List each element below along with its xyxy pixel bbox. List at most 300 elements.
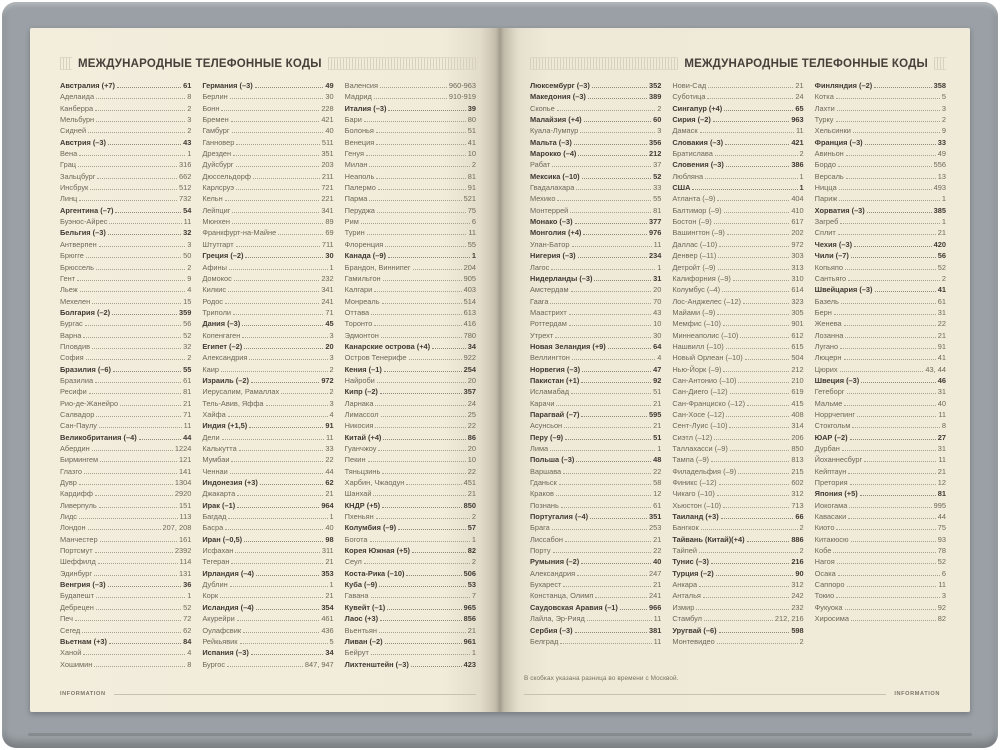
place-name: Карачи	[530, 398, 555, 408]
code-value: 114	[179, 557, 192, 567]
phone-code-row	[345, 488, 476, 499]
code-value: 21	[937, 228, 946, 238]
phone-code-row	[672, 125, 803, 136]
place-name: Канарские острова (+4)	[344, 341, 431, 351]
phone-code-row	[60, 602, 191, 613]
footer-label: INFORMATION	[894, 691, 940, 697]
phone-code-row	[530, 420, 661, 431]
code-value: 5	[941, 92, 946, 102]
dot-leader	[96, 609, 181, 610]
place-name: Фукуока	[814, 602, 843, 612]
dot-leader	[552, 166, 651, 167]
dot-leader	[592, 87, 647, 88]
phone-code-row	[345, 398, 476, 409]
phone-code-row	[60, 352, 191, 363]
dot-leader	[96, 597, 185, 598]
dot-leader	[95, 110, 185, 111]
code-value: 62	[325, 478, 334, 488]
place-name: Египет (–2)	[202, 341, 243, 351]
code-value: 20	[467, 444, 476, 453]
place-name: Сербия (–3)	[530, 625, 573, 635]
dot-leader	[555, 337, 651, 338]
dot-leader	[231, 563, 323, 564]
phone-code-row	[345, 545, 476, 556]
dot-leader	[718, 269, 790, 270]
phone-code-row	[202, 477, 333, 488]
place-name: Македония (–3)	[530, 92, 586, 102]
code-value: 52	[937, 262, 946, 272]
place-name: Корея Южная (+5)	[344, 546, 410, 556]
code-value: 1	[657, 262, 662, 272]
place-name: Инсбрук	[60, 183, 89, 193]
dot-leader	[747, 541, 790, 542]
place-name: Версаль	[814, 171, 844, 181]
dot-leader	[719, 484, 790, 485]
place-name: Иран (–0,5)	[202, 534, 243, 544]
dot-leader	[376, 132, 466, 133]
phone-code-row	[345, 364, 476, 375]
dot-leader	[730, 450, 790, 451]
phone-code-row	[60, 250, 191, 261]
phone-code-row	[672, 613, 803, 624]
code-value: 33	[325, 444, 334, 453]
code-value: 1	[799, 183, 804, 193]
phone-code-row	[60, 103, 191, 114]
code-value: 1	[329, 512, 334, 522]
phone-code-row	[202, 579, 333, 590]
place-name: Харбин, Чжаодун	[344, 478, 405, 488]
phone-code-row	[530, 193, 661, 204]
place-name: Хайфа	[202, 409, 226, 419]
phone-code-row	[672, 579, 803, 590]
phone-code-row	[60, 522, 191, 533]
dot-leader	[747, 405, 789, 406]
place-name: Польша (–3)	[530, 455, 575, 465]
phone-code-row	[345, 182, 476, 193]
dot-leader	[413, 269, 462, 270]
place-name: Йоханнесбург	[814, 455, 863, 465]
time-difference-footnote: В скобках указана разница во времени с Москвой.	[524, 675, 679, 682]
phone-code-row	[60, 454, 191, 465]
code-value: 30	[653, 330, 662, 340]
dot-leader	[368, 461, 466, 462]
place-name: Неаполь	[344, 171, 375, 181]
dot-leader	[717, 314, 789, 315]
dot-leader	[388, 110, 465, 111]
phone-code-row	[345, 647, 476, 658]
dot-leader	[75, 620, 181, 621]
phone-code-row	[672, 602, 803, 613]
phone-code-row	[202, 466, 333, 477]
phone-code-row	[815, 352, 946, 363]
code-value: 2	[799, 523, 804, 533]
phone-code-row	[815, 318, 946, 329]
dot-leader	[243, 632, 319, 633]
phone-code-row	[530, 137, 661, 148]
phone-code-row	[815, 568, 946, 579]
code-value: 1	[329, 580, 334, 590]
dot-leader	[242, 325, 323, 326]
code-value: 93	[937, 534, 946, 544]
place-name: Индонезия (+3)	[202, 478, 258, 488]
dot-leader	[230, 586, 328, 587]
code-value: 55	[467, 239, 476, 249]
code-value: 512	[178, 183, 192, 193]
place-name: Париж	[814, 194, 838, 204]
phone-code-row	[60, 80, 191, 91]
code-value: 9	[187, 273, 192, 283]
phone-code-row	[815, 330, 946, 341]
code-value: 415	[791, 398, 804, 408]
place-name: Норвегия (–3)	[530, 364, 581, 374]
phone-code-row	[672, 568, 803, 579]
code-value: 49	[325, 81, 334, 90]
phone-code-row	[60, 262, 191, 273]
place-name: Претория	[814, 478, 848, 488]
place-name: Финляндия (–2)	[814, 81, 873, 90]
place-name: Басра	[202, 523, 224, 533]
code-value: 303	[791, 251, 804, 261]
place-name: Тунис (–3)	[672, 557, 709, 567]
place-name: Милан	[344, 160, 368, 170]
phone-code-row	[202, 273, 333, 284]
code-value: 21	[183, 398, 192, 408]
dot-leader	[716, 575, 794, 576]
place-name: Ресифи	[60, 387, 87, 397]
code-value: 8	[187, 92, 192, 102]
phone-code-row	[345, 477, 476, 488]
phone-code-row	[60, 239, 191, 250]
phone-code-row	[672, 250, 803, 261]
dot-leader	[278, 234, 323, 235]
code-value: 51	[467, 126, 476, 136]
dot-leader	[699, 586, 789, 587]
dot-leader	[112, 314, 177, 315]
place-name: Печ	[60, 614, 74, 624]
code-value: 598	[791, 625, 804, 635]
dot-leader	[578, 257, 647, 258]
code-value: 80	[467, 115, 476, 125]
code-value: 121	[178, 455, 192, 465]
phone-code-row	[202, 659, 333, 670]
place-name: Дебрецен	[60, 602, 94, 612]
dot-leader	[255, 87, 324, 88]
dot-leader	[738, 473, 789, 474]
dot-leader	[836, 529, 935, 530]
dot-leader	[550, 303, 651, 304]
phone-code-row	[202, 91, 333, 102]
place-name: Ницца	[814, 183, 837, 193]
dot-leader	[366, 155, 466, 156]
dot-leader	[588, 98, 647, 99]
dot-leader	[608, 348, 651, 349]
place-name: Атланта (–9)	[672, 194, 716, 204]
place-name: Мумбаи	[202, 455, 230, 465]
dot-leader	[740, 337, 789, 338]
dot-leader	[375, 427, 465, 428]
place-name: Салвадор	[60, 409, 95, 419]
phone-code-row	[672, 500, 803, 511]
phone-code-row	[202, 171, 333, 182]
place-name: Осака	[814, 568, 836, 578]
dot-leader	[369, 166, 469, 167]
dot-leader	[86, 257, 181, 258]
phone-code-row	[202, 488, 333, 499]
dot-leader	[717, 495, 789, 496]
place-name: Богота	[344, 534, 368, 544]
phone-code-row	[345, 625, 476, 636]
code-value: 6	[471, 217, 476, 227]
phone-code-row	[815, 91, 946, 102]
dot-leader	[374, 98, 447, 99]
dot-leader	[848, 280, 940, 281]
codes-column	[672, 80, 803, 647]
phone-code-row	[815, 466, 946, 477]
phone-code-row	[672, 386, 803, 397]
place-name: Тяньцзинь	[344, 466, 381, 476]
phone-code-row	[202, 239, 333, 250]
code-value: 31	[937, 444, 946, 453]
dot-leader	[92, 450, 173, 451]
phone-code-row	[202, 454, 333, 465]
code-value: 41	[937, 353, 946, 363]
dot-leader	[379, 586, 466, 587]
code-value: 613	[463, 307, 476, 317]
code-value: 32	[183, 228, 192, 238]
code-value: 341	[321, 205, 334, 215]
place-name: Кипр (–2)	[344, 387, 378, 397]
code-value: 81	[183, 387, 192, 397]
code-value: 53	[467, 580, 476, 590]
dot-leader	[850, 439, 936, 440]
code-value: 40	[325, 523, 334, 533]
code-value: 10	[467, 149, 476, 159]
dot-leader	[575, 223, 647, 224]
place-name: Тайпей	[672, 546, 697, 556]
place-name: Лос-Анджелес (–12)	[672, 296, 742, 306]
code-value: 5	[329, 636, 334, 646]
place-name: Бейрут	[344, 648, 369, 658]
phone-code-row	[530, 602, 661, 613]
phone-code-row	[345, 454, 476, 465]
place-name: Кобе	[814, 546, 832, 556]
code-value: 61	[183, 81, 192, 90]
code-value: 11	[938, 409, 946, 419]
dot-leader	[837, 563, 936, 564]
code-value: 78	[937, 546, 946, 556]
code-value: 617	[791, 217, 804, 227]
phone-code-row	[815, 500, 946, 511]
code-value: 51	[653, 432, 662, 442]
dot-leader	[225, 529, 323, 530]
place-name: Куала-Лумпур	[530, 126, 579, 136]
code-value: 1	[941, 217, 946, 227]
code-value: 2	[471, 512, 476, 522]
dot-leader	[109, 223, 181, 224]
place-name: Найроби	[344, 375, 375, 385]
phone-code-row	[672, 375, 803, 386]
code-value: 66	[795, 512, 804, 522]
dot-leader	[584, 121, 651, 122]
phone-code-row	[202, 590, 333, 601]
code-value: 4	[187, 285, 192, 295]
phone-code-row	[202, 522, 333, 533]
dot-leader	[96, 98, 185, 99]
phone-code-row	[815, 227, 946, 238]
phone-code-row	[815, 114, 946, 125]
phone-code-row	[202, 103, 333, 114]
place-name: Гамбург	[202, 126, 230, 136]
code-value: 353	[321, 568, 334, 578]
code-value: 92	[937, 602, 946, 612]
dot-leader	[847, 393, 936, 394]
code-value: 32	[183, 341, 192, 351]
place-name: Мюнхен	[202, 217, 230, 227]
phone-code-row	[815, 409, 946, 420]
phone-code-row	[672, 148, 803, 159]
code-value: 313	[791, 262, 804, 272]
phone-code-row	[345, 250, 476, 261]
dot-leader	[108, 586, 182, 587]
dot-leader	[244, 348, 323, 349]
phone-code-row	[345, 330, 476, 341]
place-name: Швейцария (–3)	[814, 285, 873, 295]
place-name: Сан-Паулу	[60, 421, 97, 431]
place-name: Кения (–1)	[344, 364, 382, 374]
place-name: Эдмонтон	[344, 330, 379, 340]
code-value: 1	[471, 251, 476, 261]
phone-code-row	[60, 534, 191, 545]
dot-leader	[230, 98, 324, 99]
dot-leader	[844, 325, 936, 326]
code-value: 511	[321, 137, 334, 147]
code-value: 421	[321, 115, 334, 125]
phone-code-row	[815, 193, 946, 204]
place-name: Грац	[60, 160, 77, 170]
place-name: Констанца, Олимп	[530, 591, 594, 601]
dot-leader	[406, 484, 461, 485]
place-name: Суботица	[672, 92, 706, 102]
phone-code-row	[530, 477, 661, 488]
place-name: Ларнака	[344, 398, 374, 408]
phone-code-row	[530, 330, 661, 341]
dot-leader	[108, 234, 181, 235]
place-name: Хорватия (–3)	[814, 205, 865, 215]
dot-leader	[861, 382, 936, 383]
place-name: Мехелен	[60, 296, 91, 306]
place-name: Кельн	[202, 194, 223, 204]
code-value: 780	[463, 330, 476, 340]
place-name: Калгари	[344, 285, 373, 295]
code-value: 7	[471, 591, 476, 601]
place-name: Сеул	[344, 557, 362, 567]
code-value: 721	[321, 183, 334, 193]
place-name: Шеффилд	[60, 557, 96, 567]
code-value: 403	[463, 285, 476, 295]
place-name: Варшава	[530, 466, 562, 476]
phone-code-row	[672, 477, 803, 488]
dot-leader	[115, 212, 181, 213]
phone-code-row	[345, 103, 476, 114]
dot-leader	[847, 586, 937, 587]
place-name: Ливерпуль	[60, 500, 97, 510]
place-name: Лайла, Эр-Рияд	[530, 614, 585, 624]
dot-leader	[707, 98, 793, 99]
place-name: Гданьск	[530, 478, 557, 488]
code-value: 2	[187, 103, 192, 113]
code-value: 961	[463, 636, 476, 646]
dot-leader	[733, 280, 789, 281]
dot-leader	[867, 212, 932, 213]
phone-code-row	[60, 386, 191, 397]
dot-leader	[552, 529, 647, 530]
place-name: Гаага	[530, 296, 549, 306]
dot-leader	[382, 507, 462, 508]
place-name: Таиланд (+3)	[672, 512, 719, 522]
code-value: 33	[653, 183, 662, 193]
code-value: 11	[653, 239, 662, 249]
place-name: Белград	[530, 636, 559, 646]
place-name: Сирия (–2)	[672, 115, 711, 125]
phone-code-row	[672, 273, 803, 284]
code-value: 2392	[174, 546, 192, 556]
dot-leader	[94, 575, 177, 576]
dot-leader	[221, 371, 328, 372]
phone-code-row	[345, 80, 476, 91]
phone-code-row	[530, 205, 661, 216]
phone-code-row	[60, 182, 191, 193]
dot-leader	[249, 359, 327, 360]
dot-leader	[237, 495, 323, 496]
phone-code-row	[345, 613, 476, 624]
phone-code-row	[60, 171, 191, 182]
place-name: Мемфис (–10)	[672, 319, 721, 329]
dot-leader	[851, 541, 936, 542]
place-name: Скопье	[530, 103, 555, 113]
place-name: Нидерланды (–3)	[530, 273, 593, 283]
code-value: 30	[325, 92, 334, 102]
code-value: 11	[938, 455, 946, 465]
footer-rule	[524, 694, 886, 695]
dot-leader	[411, 666, 462, 667]
place-name: Флоренция	[344, 239, 384, 249]
code-value: 711	[321, 239, 334, 249]
dot-leader	[844, 405, 935, 406]
phone-code-row	[672, 488, 803, 499]
place-name: Словакия (–3)	[672, 137, 724, 147]
phone-code-row	[202, 341, 333, 352]
code-value: 41	[467, 137, 476, 147]
place-name: Болгария (–2)	[60, 307, 111, 317]
place-name: Рим	[344, 217, 359, 227]
phone-code-row	[672, 171, 803, 182]
dot-leader	[551, 269, 655, 270]
place-name: Вена	[60, 149, 78, 159]
phone-code-row	[345, 296, 476, 307]
dot-leader	[95, 552, 173, 553]
dot-leader	[232, 212, 319, 213]
code-value: 377	[648, 217, 662, 227]
phone-code-row	[672, 114, 803, 125]
phone-code-row	[345, 91, 476, 102]
phone-code-row	[530, 352, 661, 363]
code-value: 901	[791, 319, 804, 329]
dot-leader	[719, 246, 789, 247]
phone-code-row	[672, 296, 803, 307]
codes-columns	[60, 80, 476, 670]
code-value: 62	[183, 625, 192, 635]
place-name: Италия (–3)	[344, 103, 387, 113]
